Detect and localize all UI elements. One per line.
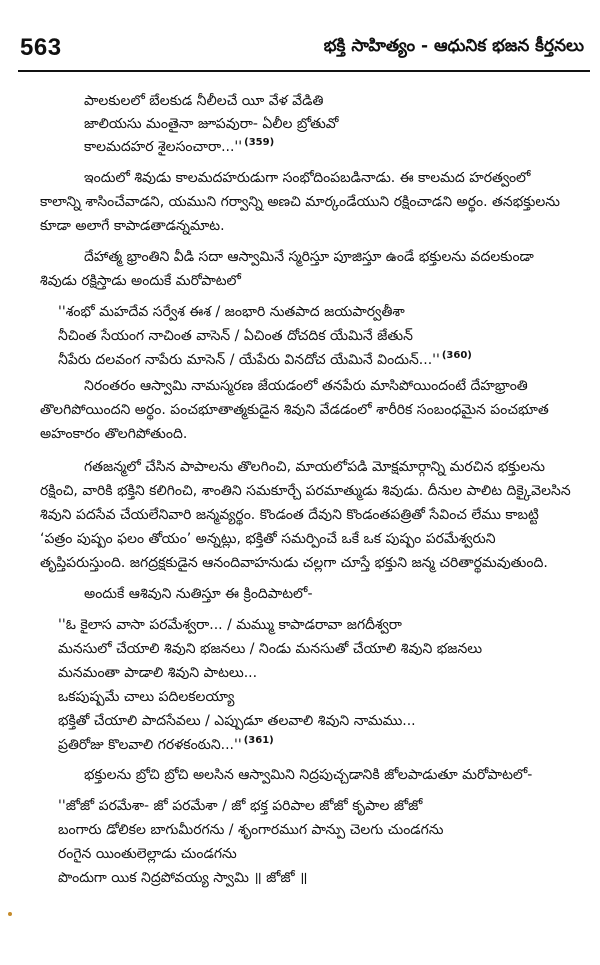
verse-line bbox=[58, 640, 482, 658]
line-text: తొలగిపోయిందని అర్థం. పంచభూతాత్మకుడైన శివుని వేడడంలో శారీరిక సంబంధమైన పంచభూత bbox=[40, 402, 549, 418]
verse-line bbox=[84, 92, 323, 110]
page-header bbox=[0, 0, 600, 72]
paragraph-line bbox=[84, 377, 528, 395]
verse-line bbox=[58, 736, 274, 756]
verse-line bbox=[58, 712, 416, 730]
footnote-ref: (361) bbox=[243, 735, 274, 746]
line-text: పాలకులలో బేలకుడ నీలీలచే యీ వేళ వేడితి bbox=[84, 93, 324, 109]
verse-line bbox=[84, 115, 339, 133]
paragraph-line bbox=[84, 766, 532, 784]
line-text: ప్రతిరోజు కొలవాలి గరళకంఠుని...'' bbox=[58, 737, 242, 753]
paragraph-line bbox=[40, 193, 560, 211]
verse-line bbox=[58, 845, 237, 863]
line-text: రక్షించి, వారికి భక్తిని కలిగించి, శాంతిని సమకూర్చే పరమాత్ముడు శివుడు. దీనుల పాలిట దిక్కైవెలసిన bbox=[40, 483, 571, 499]
paragraph-line bbox=[84, 458, 545, 476]
running-title: భక్తి సాహిత్యం - ఆధునిక భజన కీర్తనలు bbox=[323, 36, 584, 56]
line-text: దేహాత్మ భ్రాంతిని వీడి సదా ఆస్వామినే స్మరిస్తూ పూజిస్తూ ఉండే భక్తులను వదలకుండా bbox=[84, 249, 534, 265]
verse-line bbox=[58, 688, 234, 706]
verse-line bbox=[58, 351, 472, 371]
paragraph-line bbox=[40, 217, 225, 235]
line-text: మనమంతా పాడాలి శివుని పాటలు... bbox=[58, 665, 258, 681]
paragraph-line bbox=[40, 530, 496, 548]
line-text: శివుని పదసేవ చేయలేనివారి జన్మవ్యర్థం. కొండంత దేవుని కొండంతపత్రితో సేవించ లేము కాబట్టి bbox=[40, 507, 539, 523]
line-text: జాలియసు మంతైనా జూపవురా- ఏలీల బ్రోతువో bbox=[84, 116, 339, 132]
line-text: తృప్తిపరుస్తుంది. జగద్రక్షకుడైన ఆనందివాహనుడు చల్లగా చూస్తే భక్తుని జన్మ చరితార్థమవుతుంది. bbox=[40, 555, 548, 571]
line-text: నిరంతరం ఆస్వామి నామస్మరణ జేయడంలో తనపేరు మాసిపోయిందంటే దేహభ్రాంతి bbox=[84, 378, 528, 394]
line-text: బంగారు డోలికల బాగుమీరగను / శృంగారముగ పాన్పు చెలగు చుండగను bbox=[58, 822, 444, 838]
paragraph-line bbox=[40, 425, 187, 443]
page-number: 563 bbox=[20, 34, 62, 61]
verse-line bbox=[58, 821, 444, 839]
verse-line bbox=[84, 138, 274, 158]
line-text: శివుడు రక్షిస్తాడు అందుకే మరోపాటలో bbox=[40, 273, 241, 289]
line-text: ''జోజో పరమేశా- జో పరమేశా / జో భక్త పరిపాల జోజో కృపాల జోజో bbox=[58, 798, 423, 814]
line-text: గతజన్మలో చేసిన పాపాలను తొలగించి, మాయలోపడి మోక్షమార్గాన్ని మరచిన భక్తులను bbox=[84, 459, 545, 475]
verse-line bbox=[58, 327, 413, 345]
footnote-ref: (359) bbox=[244, 137, 275, 148]
paragraph-line bbox=[84, 169, 530, 187]
line-text: నీచింత సేయంగ నాచింత వాసెన్ / ఏచింత దోచదిక యేమినే జేతున్ bbox=[58, 328, 413, 344]
line-text: ఇందులో శివుడు కాలమదహరుడుగా సంభోదింపబడినాడు. ఈ కాలమద హరత్వంలో bbox=[84, 170, 531, 186]
verse-line bbox=[58, 664, 257, 682]
line-text: రంగైన యింతులెల్లాడు చుండగను bbox=[58, 846, 237, 862]
verse-line bbox=[58, 616, 402, 634]
paragraph-line bbox=[40, 272, 241, 290]
line-text: కాలాన్ని శాసించేవాడని, యముని గర్వాన్ని అణచి మార్కండేయుని రక్షించాడని అర్థం. తనభక్తులను bbox=[40, 194, 560, 210]
paragraph-line bbox=[40, 506, 539, 524]
line-text: కాలమదహర శైలసంచారా...'' bbox=[84, 139, 243, 155]
line-text: అందుకే ఆశివుని నుతిస్తూ ఈ క్రిందిపాటలో- bbox=[84, 586, 313, 602]
footnote-ref: (360) bbox=[441, 350, 472, 361]
line-text: అహంకారం తొలగిపోతుంది. bbox=[40, 426, 188, 442]
paragraph-line bbox=[40, 482, 571, 500]
line-text: ఒకపుష్పమే చాలు పదిలకలయ్యా bbox=[58, 689, 235, 705]
line-text: నీపేరు దలవంగ నాపేరు మాసెన్ / యేపేరు వినదోచ యేమినే విందున్...'' bbox=[58, 352, 440, 368]
line-text: ‘పత్రం పుష్పం ఫలం తోయం’ అన్నట్లు, భక్తితో సమర్పించే ఒకే ఒక పుష్పం పరమేశ్వరుని bbox=[40, 531, 496, 547]
line-text: కూడా అలాగే కాపాడతాడన్నమాట. bbox=[40, 218, 225, 234]
paragraph-line bbox=[40, 401, 549, 419]
paragraph-line bbox=[84, 248, 534, 266]
line-text: భక్తులను బ్రోచి బ్రోచి అలసిన ఆస్వామిని నిద్రపుచ్చడానికి జోలపాడుతూ మరోపాటలో- bbox=[84, 767, 533, 783]
line-text: ''ఓ కైలాస వాసా పరమేశ్వరా... / మమ్ము కాపాడరావా జగదీశ్వరా bbox=[58, 617, 402, 633]
paragraph-line bbox=[40, 554, 548, 572]
page-speck bbox=[8, 912, 12, 916]
line-text: మనసులో చేయాలి శివుని భజనలు / నిండు మనసుతో చేయాలి శివుని భజనలు bbox=[58, 641, 483, 657]
line-text: పొందుగా యిక నిద్రపోవయ్య స్వామి ॥ జోజో ॥ bbox=[58, 870, 308, 886]
header-rule bbox=[18, 70, 590, 72]
verse-line bbox=[58, 869, 307, 887]
verse-line bbox=[58, 303, 405, 321]
line-text: భక్తితో చేయాలి పాదసేవలు / ఎప్పుడూ తలవాలి శివుని నామము... bbox=[58, 713, 416, 729]
line-text: ''శంభో మహదేవ సర్వేశ ఈశ / జంభారి నుతపాద జయపార్వతీశా bbox=[58, 304, 405, 320]
verse-line bbox=[58, 797, 422, 815]
paragraph-line bbox=[84, 585, 313, 603]
